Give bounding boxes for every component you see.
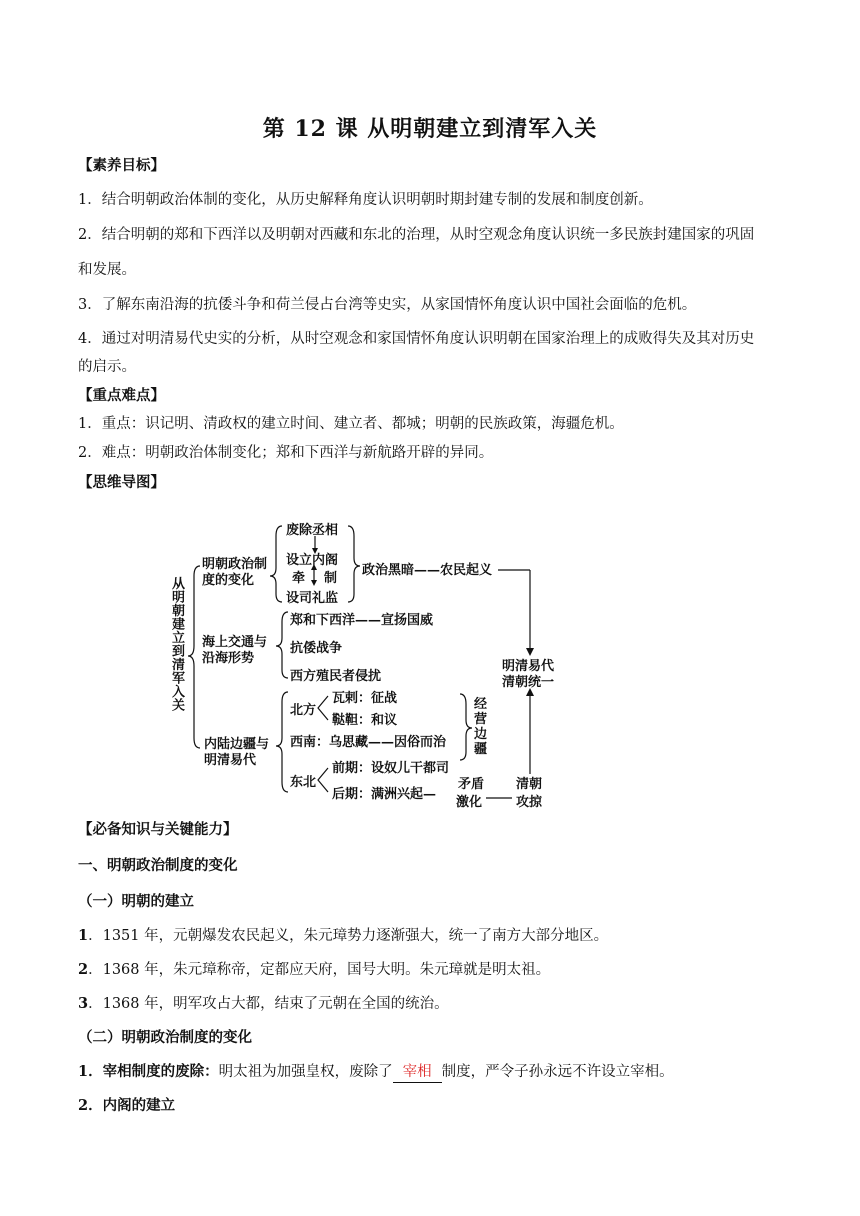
mindmap-node: 前期：设奴儿干都司 — [332, 761, 450, 776]
mindmap-node: 北方 — [290, 703, 317, 718]
heading-1: 一、明朝政治制度的变化 — [78, 857, 238, 874]
mindmap-root-char: 朝 — [172, 604, 186, 619]
mindmap-branch-politics: 度的变化 — [202, 573, 255, 588]
mindmap-node: 设司礼监 — [286, 591, 339, 606]
heading-1-2: （二）明朝政治制度的变化 — [78, 1029, 252, 1046]
goal-item: 3．了解东南沿海的抗倭斗争和荷兰侵占台湾等史实，从家国情怀角度认识中国社会面临的危机。 — [78, 297, 697, 313]
paragraph-item: 2．1368 年，朱元璋称帝，定都应天府，国号大明。朱元璋就是明太祖。 — [78, 961, 551, 978]
mindmap-node: 郑和下西洋——宣扬国威 — [290, 613, 434, 628]
question-2: 2．内阁的建立 — [78, 1097, 176, 1114]
mindmap-node: 西南：乌思藏——因俗而治 — [290, 735, 447, 750]
mindmap-node: 东北 — [290, 775, 317, 790]
mindmap-root-char: 立 — [172, 631, 186, 646]
mindmap-node: 鞑靼：和议 — [332, 713, 398, 728]
mindmap-branch-frontier: 内陆边疆与 — [204, 737, 270, 752]
mindmap-final: 清朝统一 — [502, 675, 555, 690]
mindmap-root-char: 军 — [172, 671, 186, 687]
goal-item: 4．通过对明清易代史实的分析，从时空观念和家国情怀角度认识明朝在国家治理上的成败得失及其对历史 — [78, 331, 755, 347]
mindmap-branch-frontier: 明清易代 — [204, 753, 257, 768]
mindmap-branch-maritime: 沿海形势 — [202, 651, 255, 666]
goal-item: 1．结合明朝政治体制的变化，从历史解释角度认识明朝时期封建专制的发展和制度创新。 — [78, 192, 653, 208]
mindmap-node: 清朝 — [516, 777, 543, 792]
mindmap-node: 矛盾 — [458, 777, 485, 792]
keypoint-item: 2．难点：明朝政治体制变化；郑和下西洋与新航路开辟的异同。 — [78, 445, 494, 461]
question-1: 1．宰相制度的废除：明太祖为加强皇权，废除了 宰相 制度，严令子孙永远不许设立宰相。 — [78, 1062, 788, 1083]
mindmap-jingying-char: 营 — [474, 712, 488, 727]
heading-1-1: （一）明朝的建立 — [78, 893, 194, 910]
goal-item: 和发展。 — [78, 262, 136, 278]
answer-blank: 宰相 — [393, 1062, 442, 1083]
mindmap-node: 后期：满洲兴起— — [332, 787, 437, 802]
mindmap-root-char: 建 — [172, 617, 186, 633]
paragraph-item: 1．1351 年，元朝爆发农民起义，朱元璋势力逐渐强大，统一了南方大部分地区。 — [78, 927, 609, 944]
mindmap-root-char: 明 — [172, 590, 186, 606]
mindmap-root-char: 从 — [172, 577, 186, 592]
mindmap-node: 西方殖民者侵扰 — [290, 669, 382, 684]
mindmap-branch-maritime: 海上交通与 — [202, 635, 268, 650]
question-label: 1．宰相制度的废除： — [78, 1063, 219, 1080]
mindmap-root-char: 到 — [172, 644, 186, 660]
section-header-goals: 【素养目标】 — [78, 157, 165, 174]
mindmap-root-char: 关 — [172, 698, 186, 714]
section-header-knowledge: 【必备知识与关键能力】 — [78, 821, 238, 838]
mindmap-branch-politics: 明朝政治制 — [202, 557, 268, 572]
section-header-mindmap: 【思维导图】 — [78, 474, 165, 491]
mindmap-node: 牵 — [292, 571, 306, 586]
goal-item: 的启示。 — [78, 359, 136, 375]
mindmap-jingying-char: 边 — [474, 727, 488, 742]
goal-item: 2．结合明朝的郑和下西洋以及明朝对西藏和东北的治理，从时空观念角度认识统一多民族封建国家的巩固 — [78, 227, 755, 243]
mindmap-node: 抗倭战争 — [290, 641, 343, 656]
mindmap-node: 设立内阁 — [286, 553, 339, 568]
mindmap-final: 明清易代 — [502, 659, 555, 674]
section-header-keypoints: 【重点难点】 — [78, 387, 165, 404]
paragraph-item: 3．1368 年，明军攻占大都，结束了元朝在全国的统治。 — [78, 995, 449, 1012]
mindmap-node: 制 — [324, 571, 338, 586]
mindmap-jingying-char: 疆 — [474, 742, 488, 757]
mindmap-root-char: 清 — [172, 658, 186, 673]
mindmap-node: 激化 — [456, 795, 483, 810]
keypoint-item: 1．重点：识记明、清政权的建立时间、建立者、都城；明朝的民族政策，海疆危机。 — [78, 416, 624, 432]
mindmap-node: 瓦剌：征战 — [332, 691, 398, 706]
mindmap-node: 政治黑暗——农民起义 — [362, 563, 493, 578]
page-title: 第 12 课 从明朝建立到清军入关 — [262, 116, 598, 142]
mindmap-jingying-label — [474, 696, 487, 757]
mind-map-diagram — [168, 516, 568, 810]
mindmap-node: 攻掠 — [516, 795, 543, 810]
mindmap-root-char: 入 — [172, 685, 186, 700]
mindmap-node: 废除丞相 — [286, 523, 339, 538]
mindmap-root-label — [171, 577, 185, 714]
mindmap-jingying-char: 经 — [474, 697, 488, 712]
